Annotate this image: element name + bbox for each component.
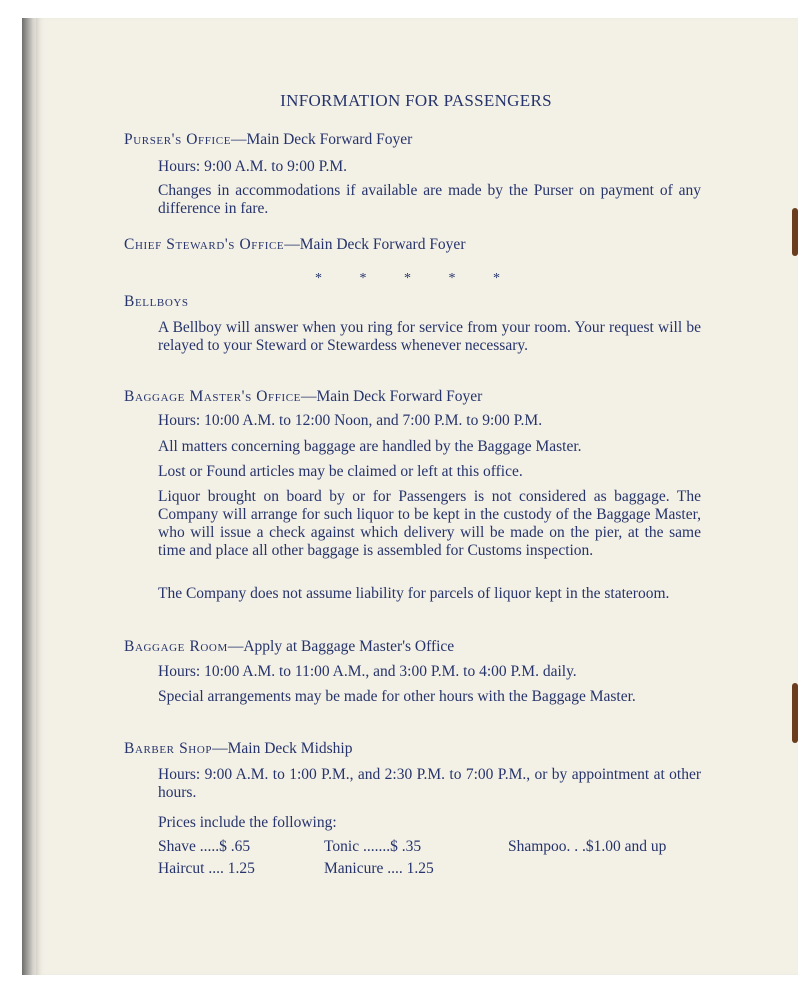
- baggage-master-hours: Hours: 10:00 A.M. to 12:00 Noon, and 7:00 P.M. to 9:00 P.M.: [158, 412, 543, 429]
- price-manicure: Manicure .... 1.25: [324, 860, 434, 877]
- price-shave: Shave .....$ .65: [158, 838, 251, 855]
- section-location: —Main Deck Forward Foyer: [231, 131, 413, 148]
- section-name: Barber Shop: [124, 740, 213, 757]
- price-haircut: Haircut .... 1.25: [158, 860, 255, 877]
- section-name: Bellboys: [124, 293, 189, 310]
- barber-prices-intro: Prices include the following:: [158, 814, 337, 831]
- page-title: INFORMATION FOR PASSENGERS: [280, 91, 552, 110]
- purser-note: Changes in accommodations if available are made by the Purser on payment of any difference in fare.: [158, 182, 701, 217]
- section-name: Chief Steward's Office: [124, 236, 285, 253]
- baggage-master-note: Liquor brought on board by or for Passengers is not considered as baggage. The Company will arrange for such liquor to be kept in the custody of the Baggage Master, who will issue a check against which delivery will be made on the pier, at the same time and place all other baggage is assembled for Customs inspection.: [158, 488, 701, 559]
- section-separator: * * * * *: [315, 271, 517, 286]
- section-name: Baggage Master's Office: [124, 388, 302, 405]
- baggage-master-note: The Company does not assume liability for parcels of liquor kept in the stateroom.: [158, 585, 670, 602]
- section-location: —Main Deck Forward Foyer: [284, 236, 466, 253]
- baggage-master-note: All matters concerning baggage are handled by the Baggage Master.: [158, 438, 582, 455]
- section-heading-purser: [124, 131, 412, 149]
- price-tonic: Tonic .......$ .35: [324, 838, 422, 855]
- section-location: —Main Deck Forward Foyer: [301, 388, 483, 405]
- section-name: Purser's Office: [124, 131, 232, 148]
- purser-hours: Hours: 9:00 A.M. to 9:00 P.M.: [158, 158, 348, 175]
- section-heading-barber-shop: [124, 740, 352, 758]
- page-content: [36, 18, 798, 975]
- section-name: Baggage Room: [124, 638, 228, 655]
- section-location: —Apply at Baggage Master's Office: [227, 638, 455, 655]
- document-page: [36, 18, 798, 975]
- barber-hours: Hours: 9:00 A.M. to 1:00 P.M., and 2:30 P.M. to 7:00 P.M., or by appointment at other hours.: [158, 766, 701, 801]
- section-heading-bellboys: [124, 293, 189, 311]
- section-location: —Main Deck Midship: [212, 740, 353, 757]
- baggage-room-note: Special arrangements may be made for other hours with the Baggage Master.: [158, 688, 636, 705]
- baggage-master-note: Lost or Found articles may be claimed or left at this office.: [158, 463, 523, 480]
- price-shampoo: Shampoo. . .$1.00 and up: [508, 838, 667, 855]
- baggage-room-hours: Hours: 10:00 A.M. to 11:00 A.M., and 3:00 P.M. to 4:00 P.M. daily.: [158, 663, 577, 680]
- section-heading-baggage-master: [124, 388, 482, 406]
- bellboys-note: A Bellboy will answer when you ring for service from your room. Your request will be relayed to your Steward or Stewardess whenever necessary.: [158, 319, 701, 354]
- section-heading-baggage-room: [124, 638, 454, 656]
- section-heading-chief-steward: [124, 236, 465, 254]
